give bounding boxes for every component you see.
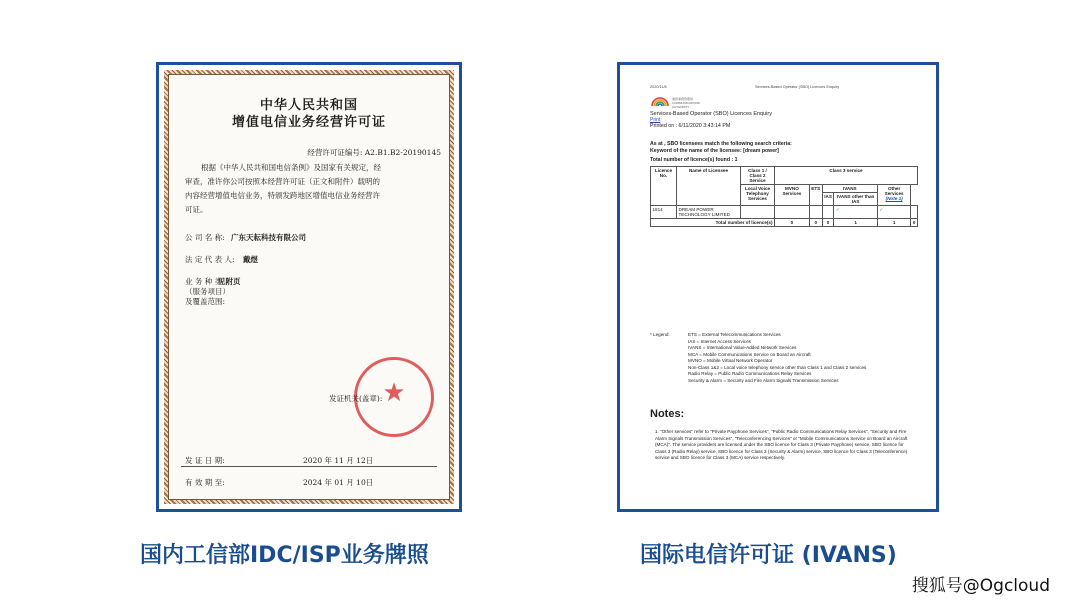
scope-field [185,277,241,307]
legend-items [688,332,908,384]
legend-item: ETS = External Telecommunications Services [688,332,781,337]
col-ets: ETS [809,185,822,206]
col-ias: IAS [822,193,834,206]
certificate-title-line2: 增值电信业务经营许可证 [231,115,386,130]
col-mvno: MVNO Services [775,185,810,206]
certificate-body-line: 内容经营增值电信业务，特颁发跨地区增值电信业务经营许 [185,191,380,200]
total-label: Total number of licence(s) [651,219,775,227]
cell-licence-no: 1814 [651,206,677,219]
note-1-link[interactable]: (Note 1) [885,196,903,201]
legend-item: IVANS = International Value-Added Network Services [688,345,797,350]
company-field [185,233,306,243]
communications-authority-logo-icon [650,94,670,108]
issue-date-row [185,455,433,466]
cell-empty [822,206,834,219]
col-other-label: Other Services [884,186,904,196]
scope-label-line: 及覆盖范围: [185,297,226,306]
search-criteria [650,141,792,155]
logo-text: 通訊事務管理局 COMMUNICATIONS AUTHORITY [672,97,700,109]
cell-empty [741,206,775,219]
table-header-row [651,167,918,185]
total-cell: 0 [911,219,918,227]
criteria-line: As at , SBO licensees match the following search criteria: [650,141,792,147]
license-number-label: 经营许可证编号: [307,148,363,157]
legend [650,332,908,384]
total-cell: 1 [877,219,911,227]
col-licence-no: Licence No. [651,167,677,206]
legend-key: * Legend: [650,332,670,337]
total-cell: 0 [775,219,810,227]
sbo-enquiry-document [650,85,920,501]
license-number-value: A2.B1.B2-20190145 [364,148,441,157]
tick-icon: ✓ [834,206,877,219]
table-row [651,206,918,219]
total-found: Total number of licence(s) found : 1 [650,157,738,163]
print-link[interactable]: Print [650,117,661,123]
print-header-date: 2020/11/6 [650,85,667,89]
company-label: 公 司 名 称: [185,233,225,242]
tick-icon: ✓ [877,206,911,219]
caption-ivans: 国际电信许可证 (IVANS) [640,543,897,568]
representative-label: 法 定 代 表 人: [185,255,235,264]
total-cell: 1 [834,219,877,227]
company-value: 广东天耘科技有限公司 [231,233,306,242]
scope-value: 见附页 [218,277,241,286]
legend-item: Non-Class 1&2 = Local voice telephony service other than Class 1 and Class 2 services [688,364,867,370]
idc-isp-license-image [156,62,462,512]
issue-date-label: 发 证 日 期: [185,456,225,465]
certificate-title-line1: 中华人民共和国 [259,98,358,113]
col-other [877,185,911,206]
representative-field [185,255,258,265]
issuer-label: 发证机关(盖章): [329,394,383,403]
document-title: Services-Based Operator (SBO) Licences Enquiry [650,111,772,117]
table-total-row [651,219,918,227]
col-class3: Class 3 service [775,167,918,185]
notes-heading: Notes: [650,408,685,420]
scope-label-line: 业 务 种 类 [185,277,223,286]
legend-item: IAS = Internet Access Services [688,338,751,344]
valid-date-value: 2024 年 01 月 10日 [303,478,374,487]
total-cell: 0 [822,219,834,227]
legend-item: Security & Alarm = Security and Fire Alarm Signals Transmission Services [688,377,839,383]
license-number [169,147,441,158]
cell-empty [911,206,918,219]
col-ivans: IVANS [822,185,877,193]
legend-item: MVNO = Mobile Virtual Network Operator [688,358,773,363]
certificate-body-line: 根据《中华人民共和国电信条例》及国家有关规定，经 [201,163,381,172]
col-name: Name of Licensee [677,167,741,206]
col-local-voice: Local Voice Telephony Services [741,185,775,206]
issue-date-value: 2020 年 11 月 12日 [303,456,374,465]
licence-table [650,166,918,227]
valid-date-row [185,477,433,488]
cell-name: DREAM POWER TECHNOLOGY LIMITED [677,206,741,219]
total-cell: 0 [809,219,822,227]
watermark: 搜狐号@Ogcloud [911,576,1050,596]
criteria-line: Keyword of the name of the licensee: [dream power] [650,148,779,154]
col-ivans-other: IVANS other than IAS [834,193,877,206]
caption-idc-isp: 国内工信部IDC/ISP业务牌照 [140,543,429,568]
certificate-body-line: 审查，准许你公司按照本经营许可证（正文和附件）载明的 [185,177,380,186]
cell-empty [809,206,822,219]
seal-star-icon: ★ [382,378,406,408]
certificate-body [185,161,441,217]
legend-item: Radio Relay = Public Radio Communications Relay Services [688,371,812,376]
notes-text: 1. "Other services" refer to "Private Payphone Services", "Public Radio Communications Relay Services", "Security and Fire Alarm Signals Transmission Services", "Teleconferencing Services" or "Mobile Communications Service on Board an Aircraft (MCA)". The service providers are licensed under the SBO licence for Class 3 (Private Payphone) service, SBO licence for Class 3 (Radio Relay) service, SBO licence for Class 3 (Security & Alarm) service, SBO licence for Class 3 (Teleconference) service and SBO licence for Class 3 (MCA) service respectively. [655,429,908,461]
legend-item: MCA = Mobile Communications Service on Board an Aircraft [688,351,811,357]
printed-on: Printed on : 6/11/2020 3:43:14 PM [650,123,731,129]
ivans-license-image [617,62,939,512]
col-class12: Class 1 / Class 2 Service [741,167,775,185]
certificate-paper [168,74,450,500]
valid-date-label: 有 效 期 至: [185,478,225,487]
date-divider [181,466,437,467]
print-header-title: Services-Based Operator (SBO) Licences Enquiry [755,85,840,89]
certificate-body-line: 可证。 [185,205,208,214]
scope-label-line: （服务项目） [185,287,230,296]
cell-empty [775,206,810,219]
representative-value: 戴煜 [243,255,258,264]
